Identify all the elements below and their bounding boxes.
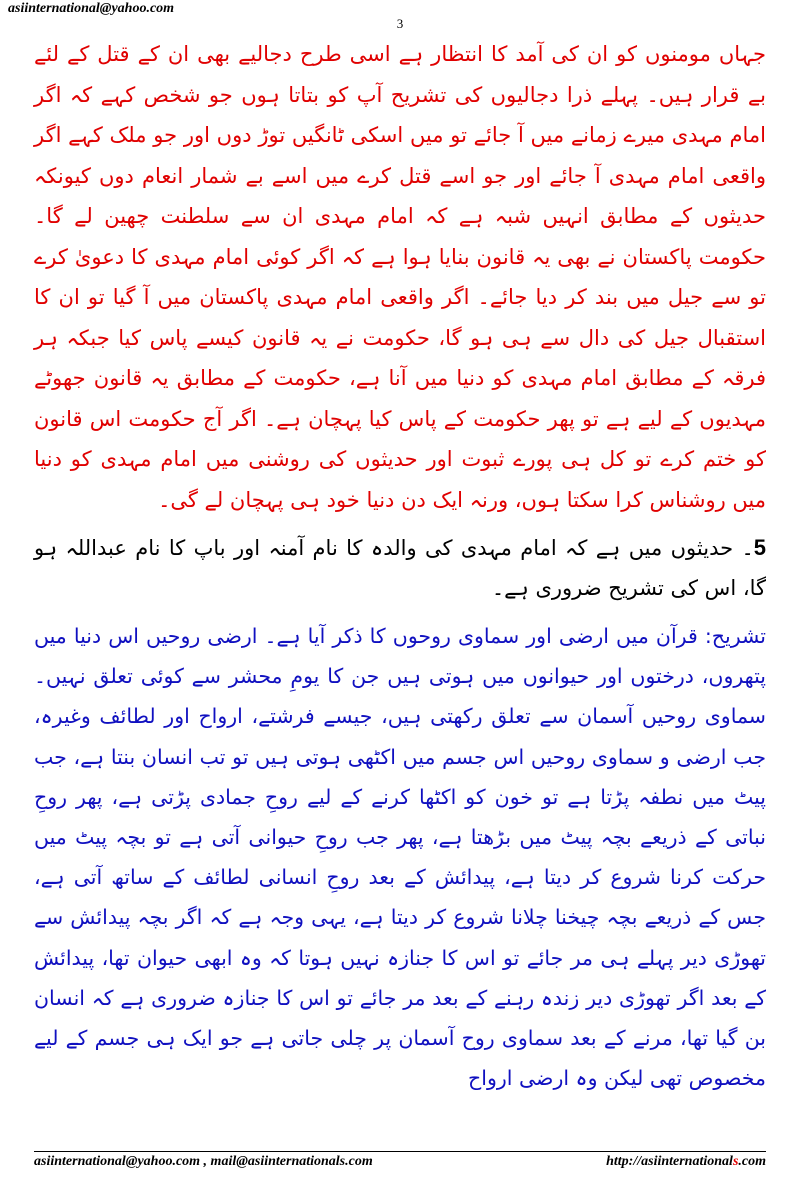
- header-email: asiinternational@yahoo.com: [8, 1, 175, 16]
- footer-url-prefix: http://asiinternational: [606, 1154, 733, 1169]
- footer-divider: [34, 1151, 766, 1152]
- paragraph-blue-explanation: تشریح: قرآن میں ارضی اور سماوی روحوں کا ذکر آیا ہے۔ ارضی روحیں اس دنیا میں پتھروں، درختوں اور حیوانوں میں ہوتی ہیں جن کا یومِ محشر سے کوئی تعلق نہیں۔ سماوی روحیں آسمان سے تعلق رکھتی ہیں، جیسے فرشتے، ارواح اور لطائف وغیرہ، جب ارضی و سماوی روحیں اس جسم میں اکٹھی ہوتی ہیں تو تب انسان بنتا ہے، جب پیٹ میں نطفہ پڑتا ہے تو خون کو اکٹھا کرنے کے لیے روحِ جمادی پڑتی ہے، پھر روحِ نباتی کے ذریعے بچہ پیٹ میں بڑھتا ہے، پھر جب روحِ حیوانی آتی ہے تو بچہ پیٹ میں حرکت کرنا شروع کر دیتا ہے، پیدائش کے بعد روحِ انسانی لطائف کے ساتھ آتی ہے، جس کے ذریعے بچہ چیخنا چلانا شروع کر دیتا ہے، یہی وجہ ہے کہ اگر بچہ پیدائش سے تھوڑی دیر پہلے ہی مر جائے تو اس کا جنازہ نہیں ہوتا کہ وہ ابھی حیوان تھا، پیدائش کے بعد اگر تھوڑی دیر زندہ رہنے کے بعد مر جائے تو اس کا جنازہ ضروری ہے کہ انسان بن گیا تھا، مرنے کے بعد سماوی روح آسمان پر چلی جاتی ہے جو ایک ہی جسم کے لیے مخصوص تھی لیکن وہ ارضی ارواح: [34, 624, 766, 1091]
- footer-url-highlight: s: [732, 1154, 739, 1169]
- paragraph-point-5: [34, 528, 766, 608]
- point-number: 5: [753, 535, 766, 560]
- paragraph-red: جہاں مومنوں کو ان کی آمد کا انتظار ہے اسی طرح دجالیے بھی ان کے قتل کے لئے بے قرار ہیں۔ پہلے ذرا دجالیوں کی تشریح آپ کو بتاتا ہوں جو شخص کہے کہ اگر امام مہدی میرے زمانے میں آ جائے تو میں اسکی ٹانگیں توڑ دوں اور جو ملک کہے اگر واقعی امام مہدی آ جائے اور جو اسے قتل کرے میں اسے بے شمار انعام دوں کیونکہ حدیثوں کے مطابق انہیں شبہ ہے کہ امام مہدی ان سے سلطنت چھین لے گا۔ حکومت پاکستان نے بھی یہ قانون بنایا ہوا ہے کہ اگر کوئی امام مہدی کا دعویٰ کرے تو سے جیل میں بند کر دیا جائے۔ اگر واقعی امام مہدی پاکستان میں آ گیا تو ان کا استقبال جیل کی دال سے ہی ہو گا، حکومت نے یہ قانون کیسے پاس کیا جبکہ ہر فرقہ کے مطابق امام مہدی کو دنیا میں آنا ہے، حکومت کے مطابق یہ قانون جھوٹے مہدیوں کے لیے ہے تو پھر حکومت کے پاس کیا پہچان ہے۔ اگر آج حکومت اس قانون کو ختم کرے تو کل ہی پورے ثبوت اور حدیثوں کی روشنی میں امام مہدی کو دنیا میں روشناس کرا سکتا ہوں، ورنہ ایک دن دنیا خود ہی پہچان لے گی۔: [34, 42, 766, 512]
- footer-url-suffix: .com: [738, 1154, 766, 1169]
- point-5-text: ۔ حدیثوں میں ہے کہ امام مہدی کی والدہ کا نام آمنہ اور باپ کا نام عبداللہ ہو گا، اس کی تشریح ضروری ہے۔: [34, 536, 766, 600]
- page-content: [34, 34, 766, 1098]
- footer-url[interactable]: [606, 1154, 766, 1170]
- page-number: 3: [396, 16, 404, 31]
- footer-emails: asiinternational@yahoo.com , mail@asiinternationals.com: [34, 1154, 373, 1169]
